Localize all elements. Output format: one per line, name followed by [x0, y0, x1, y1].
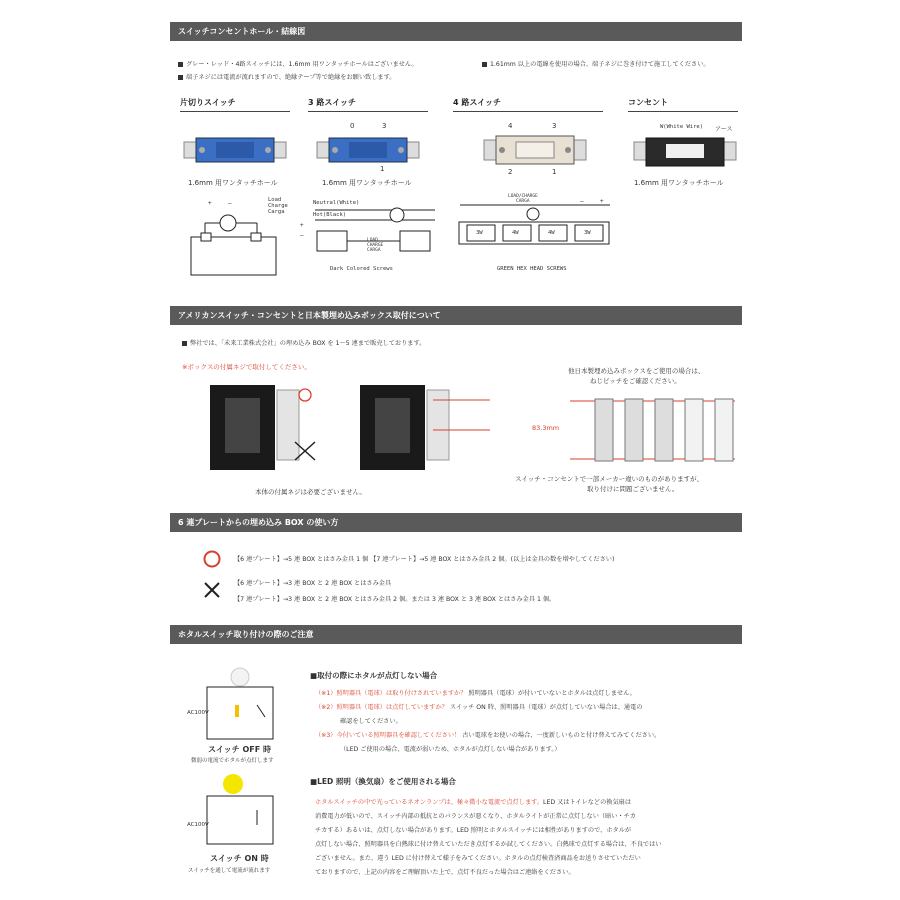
box-photo-1: [205, 380, 330, 475]
maker-note-1: スイッチ・コンセントで一部メーカー違いのものがありますが、: [515, 475, 704, 483]
box-note: 弊社では、「未来工業株式会社」の埋め込み BOX を 1～5 連まで販売しております。: [182, 338, 425, 347]
led-line-5: ございません。また、違う LED に付け替えて様子をみてください。ホタルの点灯検査済商品をお送りさせていただい: [315, 855, 641, 862]
sw3-terminal-1: 1: [380, 165, 385, 173]
ok-circle-icon: [202, 549, 222, 569]
devices-lineup: [565, 395, 740, 465]
off-title: スイッチ OFF 時: [208, 745, 271, 754]
q3-cont: （LED ご使用の場合、電流が弱いため、ホタルが点灯しない場合があります。）: [340, 746, 561, 753]
maker-note-2: 取り付けに問題ございません。: [587, 485, 679, 493]
hole-caption-1: 1.6mm 用ワンタッチホール: [188, 179, 278, 187]
underline: [453, 111, 603, 112]
plate-ng-line-2: 【7 連プレート】→3 連 BOX と 2 連 BOX とはさみ金具 2 個。または 3 連 BOX と 3 連 BOX とはさみ金具 1 個。: [234, 596, 556, 603]
title-3way: 3 路スイッチ: [308, 98, 357, 107]
q3: （※3）今付いている照明器具を確認してください！ 古い電球をお使いの場合、一度新しいものと付け替えてみてください。: [315, 732, 661, 739]
switch-off-diagram: [195, 665, 285, 745]
plate-ok-line: 【6 連プレート】→5 連 BOX とはさみ金具 1 個 【7 連プレート】→5 連 BOX とはさみ金具 2 個。(以上は金具の数を増やしてください): [234, 556, 615, 563]
diag3-minus: —: [580, 198, 584, 205]
box-photo-2: [355, 380, 495, 475]
section-header-plate: 6 連プレートからの埋め込み BOX の使い方: [170, 513, 742, 532]
q2-cont: 確認をしてください。: [340, 718, 402, 725]
sw4-terminal-4: 4: [508, 122, 513, 130]
diag2-screws: Dark Colored Screws: [330, 266, 393, 272]
three-way-switch-image: [315, 130, 425, 170]
diag3-screws: GREEN HEX HEAD SCREWS: [497, 266, 567, 272]
title-4way: 4 路スイッチ: [453, 98, 502, 107]
section-header-wiring: スイッチコンセントホール・結線図: [170, 22, 742, 41]
led-title: ■LED 照明（換気扇）をご使用される場合: [310, 777, 456, 786]
section-header-box: アメリカンスイッチ・コンセントと日本製埋め込みボックス取付について: [170, 306, 742, 325]
section-header-hotaru: ホタルスイッチ取り付けの際のご注意: [170, 625, 742, 644]
diag1-carga: Carga: [268, 209, 285, 215]
led-line-3: チカする）あるいは、点灯しない場合があります。LED 照明とホタルスイッチには相性がありますので、ホタルが: [315, 827, 632, 834]
underline: [308, 111, 428, 112]
q2: （※2）照明器具（電球）は点灯していますか？ スイッチ ON 時、照明器具（電球）が点灯していない場合は、通電の: [315, 704, 643, 711]
outlet-earth: アース: [715, 126, 733, 133]
on-title: スイッチ ON 時: [210, 854, 269, 863]
box-bottom-caption: 本体の付属ネジは必要ございません。: [255, 488, 366, 496]
off-sub: 微弱の電流でホタルが点灯します: [191, 758, 274, 764]
underline: [180, 111, 290, 112]
title-single-pole: 片切りスイッチ: [180, 98, 236, 107]
ac-label-off: AC100V: [187, 710, 209, 716]
sw3-terminal-0: 0: [350, 122, 355, 130]
single-pole-switch-image: [180, 130, 290, 170]
four-way-switch-image: [482, 130, 592, 170]
diag2-neutral: Neutral(White): [313, 200, 360, 206]
led-line-4: 点灯しない場合、照明器具を白熱球に付け替えていただき点灯するか試してください。白熱球で点灯する場合は、不良ではい: [315, 841, 662, 848]
led-line-6: ておりますので、上記の内容をご理解頂いた上で、点灯不良だった場合はご連絡をください。: [315, 869, 575, 876]
on-sub: スイッチを通して電流が流れます: [188, 868, 271, 874]
diag3-plus: +: [600, 198, 604, 205]
q-title: ■取付の際にホタルが点灯しない場合: [310, 671, 438, 680]
plate-ng-line-1: 【6 連プレート】→3 連 BOX と 2 連 BOX とはさみ金具: [234, 580, 392, 587]
diag3-load: LOAD/CHARGE: [508, 194, 538, 199]
box-red-note: ※ボックスの付属ネジで取付してください。: [182, 363, 311, 371]
q1: （※1）照明器具（電球）は取り付けされていますか？ 照明器具（電球）が付いていないとホタルは点灯しません。: [315, 690, 636, 697]
other-box-2: ねじピッチをご確認ください。: [590, 377, 681, 385]
switch-on-diagram: [195, 770, 285, 850]
dimension-label: 83.3mm: [532, 424, 560, 432]
diag2-plus: +: [300, 222, 304, 229]
diag1-load: Load: [268, 197, 282, 203]
outlet-white-wire: W(White Wire): [660, 124, 704, 130]
ng-cross-icon: [202, 580, 222, 600]
diag2-minus: —: [300, 232, 304, 239]
title-outlet: コンセント: [628, 98, 668, 107]
diag1-charge: Charge: [268, 203, 288, 209]
diag3-carga: CARGA: [516, 199, 530, 204]
underline: [628, 111, 738, 112]
diag3-3w-a: 3W: [476, 230, 483, 236]
note-hole: グレー・レッド・4路スイッチには、1.6mm 用ワンタッチホールはございません。: [178, 59, 418, 68]
sw4-terminal-1: 1: [552, 168, 557, 176]
diag3-3w-b: 3W: [584, 230, 591, 236]
diag3-4w-a: 4W: [512, 230, 519, 236]
sw3-terminal-3: 3: [382, 122, 387, 130]
diag3-4w-b: 4W: [548, 230, 555, 236]
led-line-1: ホタルスイッチの中で光っているネオンランプは、極々微小な電流で点灯します。LED 又はトイレなどの換気扇は: [315, 799, 632, 806]
hole-caption-3: 1.6mm 用ワンタッチホール: [634, 179, 724, 187]
diag2-hot: Hot(Black): [313, 212, 347, 218]
diag2-carga: CARGA: [367, 248, 381, 253]
sw4-terminal-3: 3: [552, 122, 557, 130]
outlet-image: [632, 132, 742, 172]
led-line-2: 消費電力が低いので、スイッチ内部の抵抗とのバランスが悪くなり、ホタルライトが正常に点灯しない（暗い・チカ: [315, 813, 636, 820]
ac-label-on: AC100V: [187, 822, 209, 828]
diag1-minus: —: [228, 200, 232, 207]
sw4-terminal-2: 2: [508, 168, 513, 176]
other-box-1: 他日本製埋め込みボックスをご使用の場合は、: [568, 367, 705, 375]
note-wire: 1.61mm 以上の電線を使用の場合、端子ネジに巻き付けて施工してください。: [482, 59, 710, 68]
hole-caption-2: 1.6mm 用ワンタッチホール: [322, 179, 412, 187]
diag2-charge: CHARGE: [367, 243, 384, 248]
diag2-load: LOAD: [367, 238, 378, 243]
diag1-plus: +: [208, 200, 212, 207]
note-insulate: 端子ネジには電流が流れますので、絶縁テープ等で絶縁をお願い致します。: [178, 72, 395, 81]
